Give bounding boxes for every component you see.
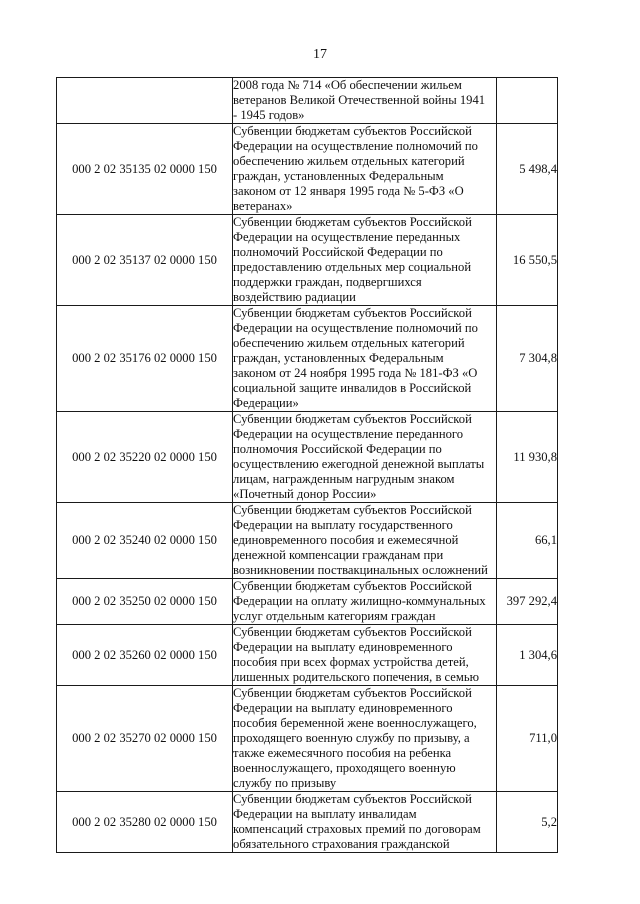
description-line: ветеранах» xyxy=(233,199,293,213)
description-line: компенсаций страховых премий по договорам xyxy=(233,822,481,836)
description-line: проходящего военную службу по призыву, а xyxy=(233,731,470,745)
description-line: социальной защите инвалидов в Российской xyxy=(233,381,472,395)
description-line: Субвенции бюджетам субъектов Российской xyxy=(233,792,472,806)
description-line: услуг отдельным категориям граждан xyxy=(233,609,436,623)
description-line: Субвенции бюджетам субъектов Российской xyxy=(233,306,472,320)
budget-code-cell: 000 2 02 35270 02 0000 150 xyxy=(57,686,233,792)
description-line: Субвенции бюджетам субъектов Российской xyxy=(233,686,472,700)
budget-code-cell: 000 2 02 35135 02 0000 150 xyxy=(57,124,233,215)
table-row xyxy=(57,503,558,579)
description-line: лицам, награжденным нагрудным знаком xyxy=(233,472,455,486)
page-number: 17 xyxy=(313,47,327,62)
description-line: осуществлению ежегодной денежной выплаты xyxy=(233,457,485,471)
description-line: службу по призыву xyxy=(233,776,337,790)
description-line: Субвенции бюджетам субъектов Российской xyxy=(233,124,472,138)
description-line: воздействию радиации xyxy=(233,290,356,304)
budget-code-cell: 000 2 02 35280 02 0000 150 xyxy=(57,792,233,853)
description-line: Федерации на выплату инвалидам xyxy=(233,807,417,821)
budget-code-cell: 000 2 02 35240 02 0000 150 xyxy=(57,503,233,579)
description-line: возникновении поствакцинальных осложнений xyxy=(233,563,488,577)
description-cell xyxy=(233,579,497,625)
amount-cell: 1 304,6 xyxy=(496,625,557,686)
budget-code-cell: 000 2 02 35176 02 0000 150 xyxy=(57,306,233,412)
description-line: пособия при всех формах устройства детей, xyxy=(233,655,469,669)
description-line: Федерации на осуществление переданных xyxy=(233,230,461,244)
description-line: Субвенции бюджетам субъектов Российской xyxy=(233,412,472,426)
description-line: Субвенции бюджетам субъектов Российской xyxy=(233,625,472,639)
description-line: лишенных родительского попечения, в семью xyxy=(233,670,479,684)
description-line: также ежемесячного пособия на ребенка xyxy=(233,746,452,760)
description-line: «Почетный донор России» xyxy=(233,487,377,501)
table-row xyxy=(57,78,558,124)
description-line: граждан, установленных Федеральным xyxy=(233,351,444,365)
table-row xyxy=(57,579,558,625)
description-line: единовременного пособия и ежемесячной xyxy=(233,533,459,547)
description-line: Федерации на осуществление переданного xyxy=(233,427,464,441)
description-line: денежной компенсации гражданам при xyxy=(233,548,444,562)
table-row xyxy=(57,792,558,853)
description-line: граждан, установленных Федеральным xyxy=(233,169,444,183)
description-line: Федерации на выплату единовременного xyxy=(233,701,453,715)
table-body xyxy=(57,78,558,853)
amount-cell: 711,0 xyxy=(496,686,557,792)
description-cell xyxy=(233,792,497,853)
description-line: Субвенции бюджетам субъектов Российской xyxy=(233,579,472,593)
budget-code-cell: 000 2 02 35250 02 0000 150 xyxy=(57,579,233,625)
description-line: Субвенции бюджетам субъектов Российской xyxy=(233,215,472,229)
table-row xyxy=(57,306,558,412)
description-cell xyxy=(233,78,497,124)
amount-cell: 7 304,8 xyxy=(496,306,557,412)
amount-cell xyxy=(496,78,557,124)
description-cell xyxy=(233,625,497,686)
budget-code-cell xyxy=(57,78,233,124)
description-line: пособия беременной жене военнослужащего, xyxy=(233,716,477,730)
budget-code-cell: 000 2 02 35137 02 0000 150 xyxy=(57,215,233,306)
description-line: Субвенции бюджетам субъектов Российской xyxy=(233,503,472,517)
description-line: законом от 24 ноября 1995 года № 181-ФЗ «О xyxy=(233,366,478,380)
budget-table xyxy=(56,77,558,853)
amount-cell: 5 498,4 xyxy=(496,124,557,215)
amount-cell: 397 292,4 xyxy=(496,579,557,625)
description-line: полномочия Российской Федерации по xyxy=(233,442,442,456)
description-cell xyxy=(233,124,497,215)
description-line: предоставлению отдельных мер социальной xyxy=(233,260,472,274)
table-row xyxy=(57,686,558,792)
amount-cell: 11 930,8 xyxy=(496,412,557,503)
description-line: поддержки граждан, подвергшихся xyxy=(233,275,422,289)
description-line: Федерации на выплату единовременного xyxy=(233,640,453,654)
description-line: обязательного страхования гражданской xyxy=(233,837,450,851)
description-line: полномочий Российской Федерации по xyxy=(233,245,443,259)
description-cell xyxy=(233,215,497,306)
table-row xyxy=(57,412,558,503)
description-line: обеспечению жильем отдельных категорий xyxy=(233,154,465,168)
description-line: Федерации на осуществление полномочий по xyxy=(233,139,478,153)
budget-code-cell: 000 2 02 35260 02 0000 150 xyxy=(57,625,233,686)
amount-cell: 16 550,5 xyxy=(496,215,557,306)
table-row xyxy=(57,124,558,215)
description-cell xyxy=(233,306,497,412)
description-line: военнослужащего, проходящего военную xyxy=(233,761,456,775)
budget-code-cell: 000 2 02 35220 02 0000 150 xyxy=(57,412,233,503)
description-line: ветеранов Великой Отечественной войны 1941 xyxy=(233,93,486,107)
description-line: Федерации на оплату жилищно-коммунальных xyxy=(233,594,486,608)
description-cell xyxy=(233,412,497,503)
amount-cell: 66,1 xyxy=(496,503,557,579)
description-line: 2008 года № 714 «Об обеспечении жильем xyxy=(233,78,462,92)
description-line: Федерации» xyxy=(233,396,299,410)
description-line: обеспечению жильем отдельных категорий xyxy=(233,336,465,350)
amount-cell: 5,2 xyxy=(496,792,557,853)
description-line: Федерации на выплату государственного xyxy=(233,518,453,532)
description-cell xyxy=(233,503,497,579)
table-row xyxy=(57,215,558,306)
description-line: законом от 12 января 1995 года № 5-ФЗ «О xyxy=(233,184,464,198)
description-cell xyxy=(233,686,497,792)
description-line: Федерации на осуществление полномочий по xyxy=(233,321,478,335)
description-line: - 1945 годов» xyxy=(233,108,305,122)
table-row xyxy=(57,625,558,686)
